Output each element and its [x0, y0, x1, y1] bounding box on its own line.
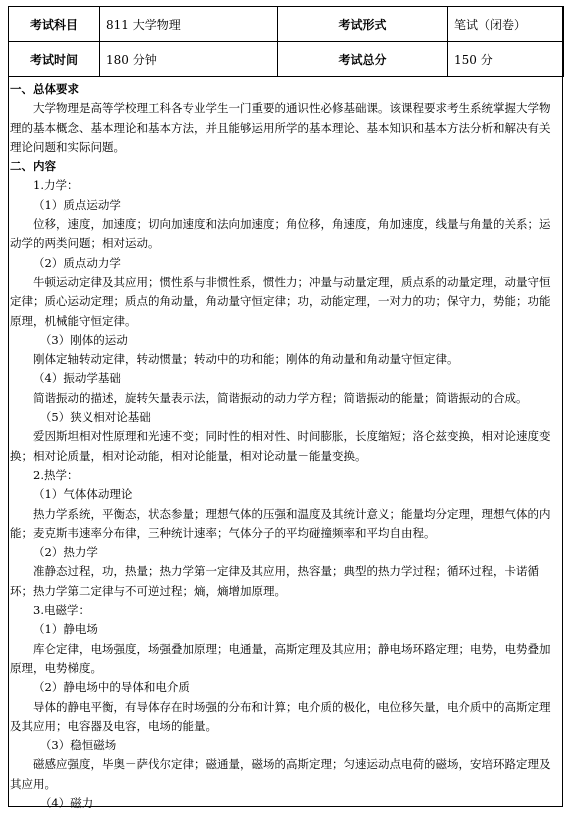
- topic-mechanics: 1.力学：: [33, 178, 79, 193]
- subtopic-title: （2）质点动力学: [33, 255, 121, 270]
- section-heading-content: 二、内容: [10, 159, 56, 174]
- time-value: 180 分钟: [100, 42, 278, 77]
- form-label: 考试形式: [278, 7, 448, 42]
- syllabus-content: [10, 80, 558, 813]
- subtopic-title: （5）狭义相对论基础: [39, 410, 151, 425]
- subtopic-title: （2）静电场中的导体和电介质: [33, 680, 190, 695]
- subtopic-text: 磁感应强度，毕奥－萨伐尔定律；磁通量，磁场的高斯定理；匀速运动点电荷的磁场，安培环路定理及其应用。: [10, 757, 551, 791]
- info-row-1: [9, 7, 564, 42]
- topic-thermodynamics: 2.热学：: [33, 467, 79, 482]
- subtopic-text: 准静态过程，功，热量；热力学第一定律及其应用，热容量；典型的热力学过程；循环过程，卡诺循环；热力学第二定律与不可逆过程；熵，熵增加原理。: [10, 564, 539, 598]
- subtopic-title: （1）质点运动学: [33, 197, 121, 212]
- topic-electromagnetism: 3.电磁学：: [33, 603, 90, 618]
- subtopic-title: （1）静电场: [33, 622, 98, 637]
- subtopic-text: 牛顿运动定律及其应用；惯性系与非惯性系，惯性力；冲量与动量定理，质点系的动量定理，动量守恒定律；质心运动定理；质点的角动量，角动量守恒定律；功，动能定理，一对力的功；保守力，势能；功能原理，机械能守恒定律。: [10, 274, 551, 328]
- subtopic-text: 热力学系统，平衡态，状态参量；理想气体的压强和温度及其统计意义；能量均分定理，理想气体的内能；麦克斯韦速率分布律，三种统计速率；气体分子的平均碰撞频率和平均自由程。: [10, 506, 551, 540]
- info-row-2: [9, 42, 564, 77]
- score-label: 考试总分: [278, 42, 448, 77]
- subtopic-title: （4）磁力: [39, 795, 94, 810]
- score-value: 150 分: [448, 42, 564, 77]
- time-label: 考试时间: [9, 42, 100, 77]
- subtopic-title: （4）振动学基础: [33, 371, 121, 386]
- subtopic-title: （1）气体体动理论: [33, 487, 133, 502]
- subtopic-title: （2）热力学: [33, 545, 98, 560]
- subtopic-text: 库仑定律，电场强度，场强叠加原理；电通量，高斯定理及其应用；静电场环路定理；电势，电势叠加原理，电势梯度。: [10, 641, 551, 675]
- subtopic-text: 导体的静电平衡，有导体存在时场强的分布和计算；电介质的极化，电位移矢量，电介质中的高斯定理及其应用；电容器及电容，电场的能量。: [10, 699, 551, 733]
- general-requirement-text: 大学物理是高等学校理工科各专业学生一门重要的通识性必修基础课。该课程要求考生系统掌握大学物理的基本概念、基本理论和基本方法，并且能够运用所学的基本理论、基本知识和基本方法分析和解决有关理论问题和实际问题。: [10, 101, 551, 154]
- form-value: 笔试（闭卷）: [448, 7, 564, 42]
- exam-info-table: [8, 6, 564, 77]
- section-heading-general: 一、总体要求: [10, 82, 79, 96]
- subtopic-title: （3）稳恒磁场: [39, 738, 117, 753]
- subject-value: 811 大学物理: [100, 7, 278, 42]
- subtopic-title: （3）刚体的运动: [39, 332, 128, 347]
- subtopic-text: 位移，速度，加速度；切向加速度和法向加速度；角位移，角速度，角加速度，线量与角量的关系；运动学的两类问题；相对运动。: [10, 217, 551, 251]
- subtopic-text: 刚体定轴转动定律，转动惯量；转动中的功和能；刚体的角动量和角动量守恒定律。: [33, 352, 459, 367]
- subtopic-text: 爱因斯坦相对性原理和光速不变；同时性的相对性、时间膨胀，长度缩短；洛仑兹变换，相对论速度变换；相对论质量，相对论动能，相对论能量，相对论动量－能量变换。: [10, 429, 551, 463]
- subtopic-text: 简谐振动的描述，旋转矢量表示法，简谐振动的动力学方程；简谐振动的能量；简谐振动的合成。: [33, 390, 528, 405]
- subject-label: 考试科目: [9, 7, 100, 42]
